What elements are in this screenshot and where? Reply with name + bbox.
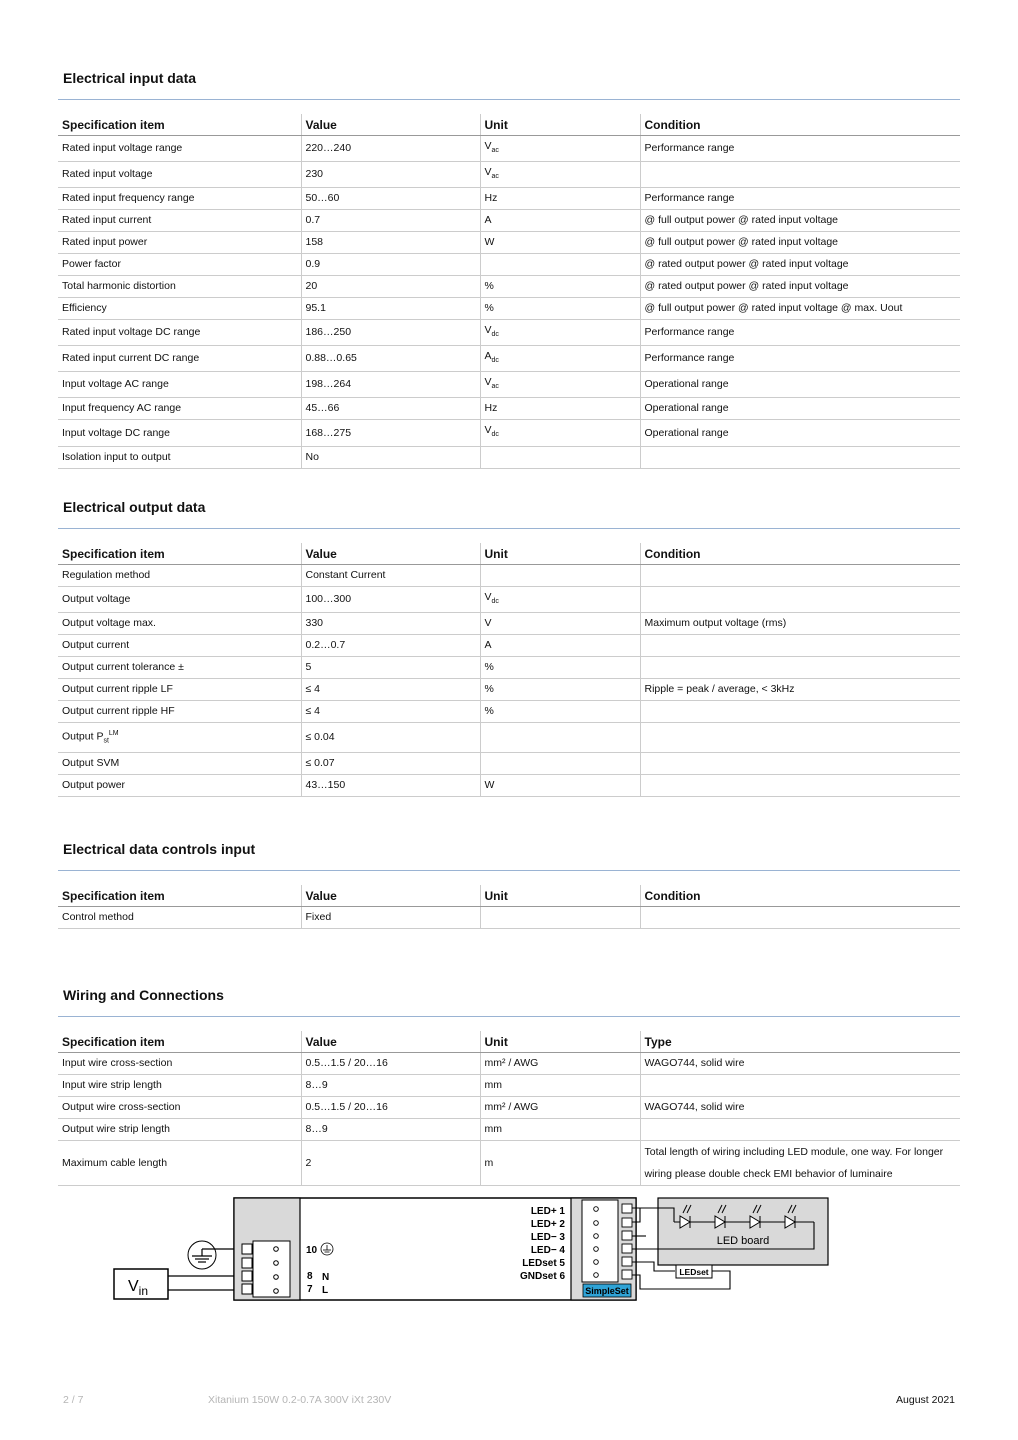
cell-condition — [640, 1075, 960, 1097]
cell-unit — [480, 907, 640, 929]
cell-unit: $A_{dc}$ — [480, 346, 640, 372]
cell-condition: Ripple = peak / average, < 3kHz — [640, 679, 960, 701]
table-header-row — [58, 543, 960, 565]
table-header-row — [58, 114, 960, 136]
ledset-label: LEDset — [679, 1267, 709, 1277]
cell-spec-item: Output power — [58, 774, 301, 796]
cell-condition: Performance range — [640, 346, 960, 372]
section-electrical-output — [58, 495, 960, 797]
table-row — [58, 613, 960, 635]
led-board — [658, 1198, 828, 1265]
cell-value: 100…300 — [301, 587, 480, 613]
header-value: Value — [301, 885, 480, 907]
cell-unit — [480, 446, 640, 468]
cell-value: 8…9 — [301, 1075, 480, 1097]
cell-condition — [640, 1119, 960, 1141]
cell-unit: % — [480, 276, 640, 298]
table-row — [58, 701, 960, 723]
cell-unit: % — [480, 298, 640, 320]
cell-spec-item: Output voltage — [58, 587, 301, 613]
ground-icon — [321, 1243, 333, 1255]
cell-condition: Operational range — [640, 372, 960, 398]
table-row — [58, 657, 960, 679]
cell-condition — [640, 657, 960, 679]
table-row — [58, 188, 960, 210]
cell-unit: Hz — [480, 398, 640, 420]
cell-condition — [640, 723, 960, 753]
cell-unit: mm² / AWG — [480, 1097, 640, 1119]
output-label: LED+ 1 — [530, 1206, 565, 1217]
cell-condition: Performance range — [640, 320, 960, 346]
cell-value: 0.9 — [301, 254, 480, 276]
cell-value: ≤ 0.04 — [301, 723, 480, 753]
header-condition: Type — [640, 1031, 960, 1053]
table-row — [58, 346, 960, 372]
table-header-row — [58, 1031, 960, 1053]
table-row — [58, 635, 960, 657]
cell-condition: @ rated output power @ rated input voltage — [640, 276, 960, 298]
spec-table — [58, 1031, 960, 1186]
cell-unit: m — [480, 1141, 640, 1186]
table-row — [58, 1119, 960, 1141]
output-label: LED− 3 — [530, 1232, 565, 1243]
cell-value: Fixed — [301, 907, 480, 929]
cell-value: ≤ 0.07 — [301, 752, 480, 774]
cell-unit: $V_{ac}$ — [480, 372, 640, 398]
section-divider — [58, 99, 960, 100]
page-number: 2 / 7 — [63, 1394, 84, 1406]
cell-spec-item: Output $P_{st}^{LM}$ — [58, 723, 301, 753]
header-unit: Unit — [480, 543, 640, 565]
cell-unit: $V_{dc}$ — [480, 320, 640, 346]
cell-spec-item: Power factor — [58, 254, 301, 276]
cell-unit: $V_{dc}$ — [480, 420, 640, 446]
table-row — [58, 446, 960, 468]
cell-value: 20 — [301, 276, 480, 298]
cell-condition: Performance range — [640, 188, 960, 210]
cell-value: 198…264 — [301, 372, 480, 398]
table-row — [58, 907, 960, 929]
cell-value: 5 — [301, 657, 480, 679]
cell-condition: @ full output power @ rated input voltage — [640, 210, 960, 232]
cell-spec-item: Input frequency AC range — [58, 398, 301, 420]
cell-unit — [480, 254, 640, 276]
cell-spec-item: Rated input current — [58, 210, 301, 232]
cell-condition: @ rated output power @ rated input voltage — [640, 254, 960, 276]
cell-spec-item: Control method — [58, 907, 301, 929]
cell-spec-item: Rated input voltage DC range — [58, 320, 301, 346]
table-row — [58, 232, 960, 254]
header-specification-item: Specification item — [58, 114, 301, 136]
table-row — [58, 1097, 960, 1119]
cell-value: 158 — [301, 232, 480, 254]
cell-unit: V — [480, 613, 640, 635]
cell-unit — [480, 565, 640, 587]
cell-spec-item: Output current ripple HF — [58, 701, 301, 723]
output-label: LED− 4 — [530, 1245, 565, 1256]
section-wiring-connections — [58, 983, 960, 1186]
cell-spec-item: Output current — [58, 635, 301, 657]
table-row — [58, 1141, 960, 1186]
terminal-8: 8 — [307, 1271, 313, 1282]
cell-spec-item: Output current tolerance ± — [58, 657, 301, 679]
cell-unit: $V_{dc}$ — [480, 587, 640, 613]
cell-unit: W — [480, 232, 640, 254]
cell-spec-item: Efficiency — [58, 298, 301, 320]
cell-spec-item: Input voltage DC range — [58, 420, 301, 446]
cell-condition — [640, 701, 960, 723]
cell-condition: WAGO744, solid wire — [640, 1053, 960, 1075]
cell-condition — [640, 635, 960, 657]
terminal-7: 7 — [307, 1284, 313, 1295]
cell-value: 0.2…0.7 — [301, 635, 480, 657]
cell-unit: % — [480, 679, 640, 701]
cell-value: 0.88…0.65 — [301, 346, 480, 372]
cell-value: 0.5…1.5 / 20…16 — [301, 1097, 480, 1119]
section-divider — [58, 870, 960, 871]
cell-condition — [640, 774, 960, 796]
cell-condition — [640, 907, 960, 929]
section-controls-input — [58, 837, 960, 929]
spec-table — [58, 543, 960, 797]
section-divider — [58, 528, 960, 529]
cell-spec-item: Input voltage AC range — [58, 372, 301, 398]
header-unit: Unit — [480, 114, 640, 136]
wiring-diagram — [110, 1193, 830, 1305]
table-row — [58, 1075, 960, 1097]
cell-spec-item: Input wire strip length — [58, 1075, 301, 1097]
simpleset-label: SimpleSet — [585, 1286, 629, 1296]
header-specification-item: Specification item — [58, 885, 301, 907]
cell-spec-item: Rated input voltage — [58, 162, 301, 188]
vin-label: $V_{in}$ — [128, 1278, 149, 1298]
header-unit: Unit — [480, 885, 640, 907]
cell-condition: @ full output power @ rated input voltage — [640, 232, 960, 254]
cell-value: 8…9 — [301, 1119, 480, 1141]
cell-unit: mm — [480, 1119, 640, 1141]
document-date: August 2021 — [896, 1394, 955, 1406]
cell-condition — [640, 565, 960, 587]
cell-unit: A — [480, 635, 640, 657]
section-title: Electrical output data — [63, 499, 206, 515]
cell-value: ≤ 4 — [301, 701, 480, 723]
header-condition: Condition — [640, 543, 960, 565]
cell-value: Constant Current — [301, 565, 480, 587]
output-label: LED+ 2 — [530, 1219, 565, 1230]
cell-condition: @ full output power @ rated input voltage @ max. Uout — [640, 298, 960, 320]
header-condition: Condition — [640, 114, 960, 136]
cell-condition — [640, 587, 960, 613]
cell-unit: % — [480, 701, 640, 723]
cell-spec-item: Rated input current DC range — [58, 346, 301, 372]
section-title: Electrical input data — [63, 70, 197, 86]
cell-value: 330 — [301, 613, 480, 635]
cell-value: 0.5…1.5 / 20…16 — [301, 1053, 480, 1075]
cell-condition: Operational range — [640, 398, 960, 420]
cell-value: 186…250 — [301, 320, 480, 346]
cell-value: 230 — [301, 162, 480, 188]
cell-spec-item: Output wire strip length — [58, 1119, 301, 1141]
output-label: GNDset 6 — [519, 1271, 565, 1282]
cell-spec-item: Regulation method — [58, 565, 301, 587]
cell-unit: A — [480, 210, 640, 232]
table-row — [58, 420, 960, 446]
led-board-label: LED board — [716, 1235, 770, 1247]
cell-condition: Maximum output voltage (rms) — [640, 613, 960, 635]
section-divider — [58, 1016, 960, 1017]
table-row — [58, 210, 960, 232]
cell-spec-item: Output current ripple LF — [58, 679, 301, 701]
table-row — [58, 723, 960, 753]
header-value: Value — [301, 114, 480, 136]
header-unit: Unit — [480, 1031, 640, 1053]
cell-condition: Performance range — [640, 136, 960, 162]
table-row — [58, 276, 960, 298]
cell-unit — [480, 723, 640, 753]
cell-unit: mm² / AWG — [480, 1053, 640, 1075]
cell-unit: $V_{ac}$ — [480, 162, 640, 188]
table-row — [58, 136, 960, 162]
section-electrical-input — [58, 66, 960, 469]
terminal-l: L — [322, 1285, 329, 1296]
cell-spec-item: Output SVM — [58, 752, 301, 774]
cell-spec-item: Input wire cross-section — [58, 1053, 301, 1075]
header-value: Value — [301, 543, 480, 565]
cell-condition — [640, 446, 960, 468]
table-row — [58, 679, 960, 701]
cell-value: 95.1 — [301, 298, 480, 320]
header-value: Value — [301, 1031, 480, 1053]
section-title: Wiring and Connections — [63, 987, 224, 1003]
cell-spec-item: Output voltage max. — [58, 613, 301, 635]
cell-unit: W — [480, 774, 640, 796]
cell-unit: $V_{ac}$ — [480, 136, 640, 162]
cell-spec-item: Output wire cross-section — [58, 1097, 301, 1119]
table-row — [58, 254, 960, 276]
cell-value: 43…150 — [301, 774, 480, 796]
cell-value: 0.7 — [301, 210, 480, 232]
table-row — [58, 162, 960, 188]
header-condition: Condition — [640, 885, 960, 907]
product-name: Xitanium 150W 0.2-0.7A 300V iXt 230V — [208, 1394, 392, 1406]
cell-spec-item: Rated input frequency range — [58, 188, 301, 210]
section-title: Electrical data controls input — [63, 841, 256, 857]
cell-value: 168…275 — [301, 420, 480, 446]
cell-value: No — [301, 446, 480, 468]
cell-condition — [640, 162, 960, 188]
cell-value: 220…240 — [301, 136, 480, 162]
table-row — [58, 774, 960, 796]
cell-value: 45…66 — [301, 398, 480, 420]
cell-unit: mm — [480, 1075, 640, 1097]
cell-unit: % — [480, 657, 640, 679]
cell-spec-item: Total harmonic distortion — [58, 276, 301, 298]
cell-condition — [640, 752, 960, 774]
output-label: LEDset 5 — [522, 1258, 565, 1269]
terminal-n: N — [322, 1272, 330, 1283]
table-row — [58, 565, 960, 587]
cell-condition: Total length of wiring including LED module, one way. For longer wiring please double check EMI behavior of luminaire — [640, 1141, 960, 1186]
table-row — [58, 320, 960, 346]
cell-spec-item: Isolation input to output — [58, 446, 301, 468]
spec-table — [58, 114, 960, 469]
cell-unit: Hz — [480, 188, 640, 210]
cell-unit — [480, 752, 640, 774]
cell-condition: Operational range — [640, 420, 960, 446]
cell-condition: WAGO744, solid wire — [640, 1097, 960, 1119]
table-row — [58, 752, 960, 774]
spec-table — [58, 885, 960, 929]
table-row — [58, 398, 960, 420]
table-row — [58, 587, 960, 613]
cell-value: 2 — [301, 1141, 480, 1186]
terminal-10: 10 — [306, 1245, 318, 1256]
table-row — [58, 298, 960, 320]
table-header-row — [58, 885, 960, 907]
table-row — [58, 1053, 960, 1075]
header-specification-item: Specification item — [58, 1031, 301, 1053]
cell-value: ≤ 4 — [301, 679, 480, 701]
header-specification-item: Specification item — [58, 543, 301, 565]
cell-spec-item: Maximum cable length — [58, 1141, 301, 1186]
cell-spec-item: Rated input power — [58, 232, 301, 254]
table-row — [58, 372, 960, 398]
cell-spec-item: Rated input voltage range — [58, 136, 301, 162]
cell-value: 50…60 — [301, 188, 480, 210]
